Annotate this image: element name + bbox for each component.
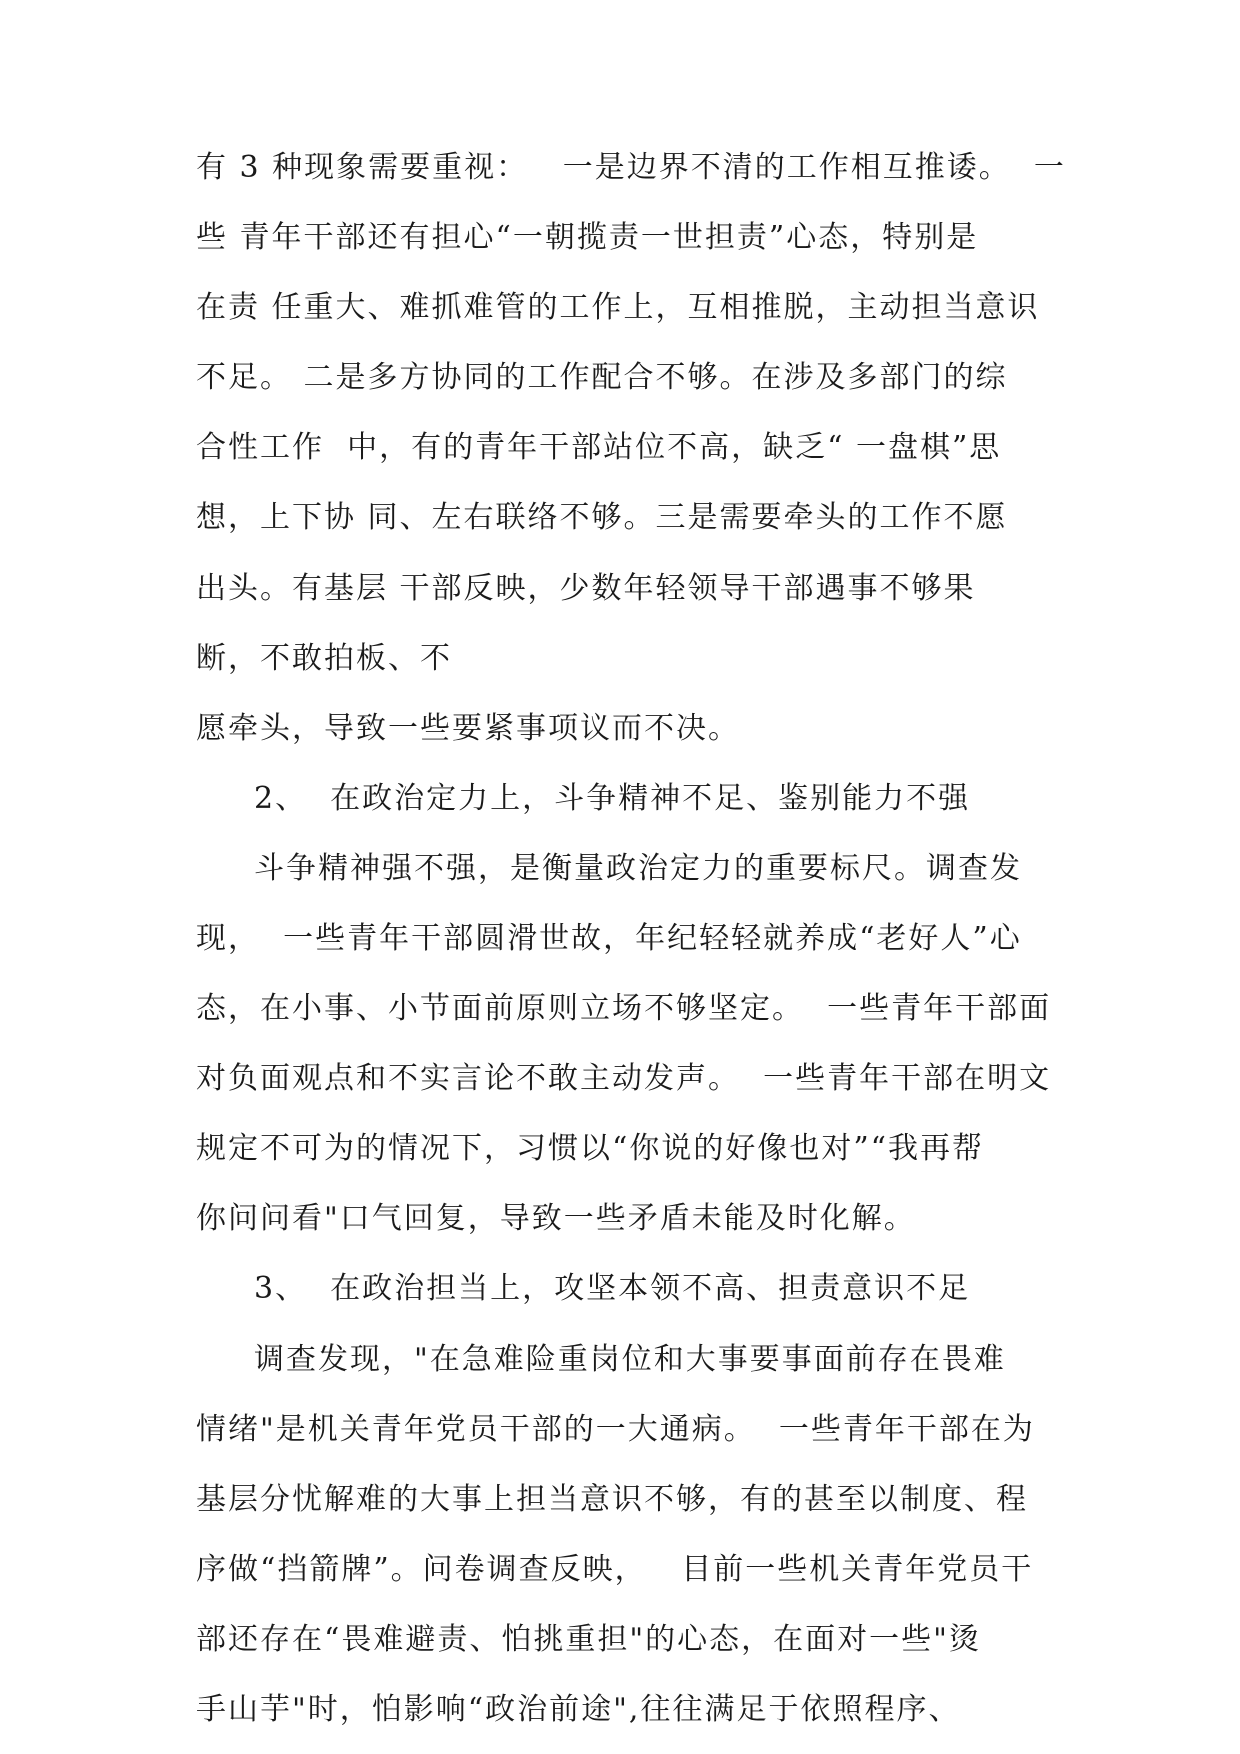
paragraph-line: 态，在小事、小节面前原则立场不够坚定。 一些青年干部面 (196, 991, 1052, 1026)
paragraph-line: 规定不可为的情况下，习惯以“你说的好像也对”“我再帮 (196, 1131, 985, 1166)
paragraph-line: 现， 一些青年干部圆滑世故，年纪轻轻就养成“老好人”心 (196, 921, 1022, 956)
section-heading: 2、 在政治定力上，斗争精神不足、鉴别能力不强 (254, 781, 971, 816)
paragraph-line: 部还存在“畏难避责、怕挑重担"的心态，在面对一些"烫 (196, 1622, 981, 1657)
section-heading: 3、 在政治担当上，攻坚本领不高、担责意识不足 (254, 1271, 971, 1306)
paragraph-line: 些 青年干部还有担心“一朝揽责一世担责”心态，特别是 (196, 220, 979, 255)
paragraph-line: 序做“挡箭牌”。问卷调查反映， 目前一些机关青年党员干 (196, 1552, 1034, 1587)
paragraph-line: 愿牵头，导致一些要紧事项议而不决。 (196, 711, 740, 746)
paragraph-line: 手山芋"时，怕影响“政治前途",往往满足于依照程序、 (196, 1692, 961, 1727)
paragraph-line: 你问问看"口气回复，导致一些矛盾未能及时化解。 (196, 1201, 916, 1236)
paragraph-line: 有 3 种现象需要重视： 一是边界不清的工作相互推诿。 一 (196, 150, 1066, 185)
paragraph-line: 出头。有基层 干部反映，少数年轻领导干部遇事不够果 (196, 571, 976, 606)
paragraph-line: 断，不敢拍板、不 (196, 641, 452, 676)
paragraph-line: 不足。 二是多方协同的工作配合不够。在涉及多部门的综 (196, 360, 1008, 395)
paragraph-line: 斗争精神强不强，是衡量政治定力的重要标尺。调查发 (254, 851, 1022, 886)
paragraph-line: 情绪"是机关青年党员干部的一大通病。 一些青年干部在为 (196, 1412, 1035, 1447)
paragraph-line: 对负面观点和不实言论不敢主动发声。 一些青年干部在明文 (196, 1061, 1052, 1096)
paragraph-line: 想，上下协 同、左右联络不够。三是需要牵头的工作不愿 (196, 500, 1008, 535)
paragraph-line: 合性工作 中，有的青年干部站位不高，缺乏“ 一盘棋”思 (196, 430, 1002, 465)
paragraph-line: 基层分忧解难的大事上担当意识不够，有的甚至以制度、程 (196, 1482, 1028, 1517)
paragraph-line: 调查发现，"在急难险重岗位和大事要事面前存在畏难 (254, 1342, 1006, 1377)
paragraph-line: 在责 任重大、难抓难管的工作上，互相推脱，主动担当意识 (196, 290, 1040, 325)
